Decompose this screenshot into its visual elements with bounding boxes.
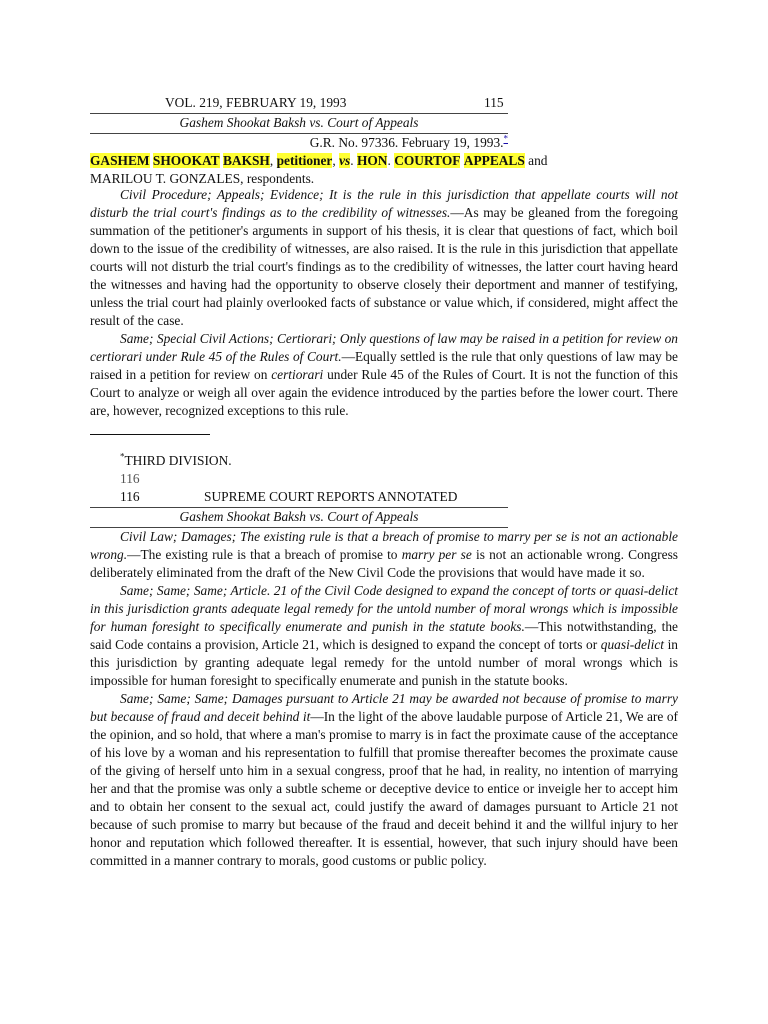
party-name: COURTOF — [394, 153, 461, 168]
punct: . — [350, 153, 354, 168]
syllabus-head: Same; Same; Same; Article. 21 of the Civil Code designed to expand the concept of torts or quasi-delict in this jurisdiction grants adequate legal remedy for the untold number of moral wrongs which is impossible for human foresight to specifically enumerate and punish in the statute books. — [90, 583, 678, 634]
footnote-text: THIRD DIVISION. — [124, 453, 232, 468]
footnote-mark: * — [120, 451, 125, 462]
syllabus-body-1 — [90, 186, 678, 420]
parties — [90, 152, 678, 188]
syllabus-body-2 — [90, 528, 678, 870]
syllabus-text-italic: marry per se — [401, 547, 472, 562]
running-header-title: SUPREME COURT REPORTS ANNOTATED — [204, 489, 458, 504]
case-title: Gashem Shookat Baksh vs. Court of Appeals — [179, 509, 419, 524]
page-number-116: 116 — [120, 471, 140, 486]
running-page-number: 116 — [120, 489, 140, 504]
gr-line — [90, 134, 508, 152]
syllabus-text: —This notwithstanding, the said Code contains a provision, Article 21, which is designed to expand the concept of torts or — [90, 619, 678, 652]
syllabus-paragraph — [90, 582, 678, 690]
party-name: GASHEM — [90, 153, 150, 168]
syllabus-text: —As may be gleaned from the foregoing summation of the petitioner's arguments in support of his thesis, it is clear that questions of fact, which boil down to the issue of the credibility of witnesses, are also raised. It is the rule in this jurisdiction that appellate courts will not disturb the trial court's findings as to the credibility of witnesses, the latter court having heard the witnesses and having had the opportunity to observe closely their deportment and manner of testifying, unless the trial court had plainly overlooked facts of substance or value which, if considered, might affect the result of the case. — [90, 205, 679, 328]
respondents: MARILOU T. GONZALES, respondents. — [90, 171, 315, 186]
syllabus-text-italic: quasi-delict — [600, 637, 664, 652]
syllabus-paragraph — [90, 186, 678, 330]
party-name: APPEALS — [463, 153, 525, 168]
punct: , — [269, 153, 274, 168]
conjunction: and — [528, 153, 548, 168]
syllabus-paragraph — [90, 528, 678, 582]
syllabus-text-italic: certiorari — [271, 367, 324, 382]
case-title: Gashem Shookat Baksh vs. Court of Appeals — [179, 115, 419, 130]
punct: . — [387, 153, 391, 168]
syllabus-head: Same; Same; Same; Damages pursuant to Article 21 may be awarded not because of promise to marry but because of fraud and deceit behind it — [90, 691, 678, 724]
syllabus-head: Same; Special Civil Actions; Certiorari; Only questions of law may be raised in a petition for review on certiorari under Rule 45 of the Rules of Court. — [90, 331, 678, 364]
footnote-link[interactable]: * — [503, 133, 508, 144]
party-name: HON — [356, 153, 388, 168]
syllabus-paragraph — [90, 690, 678, 870]
syllabus-text: —The existing rule is that a breach of promise to — [127, 547, 402, 562]
syllabus-text: is not an actionable wrong. Congress deliberately eliminated from the draft of the New Civil Code the provisions that would have made it so. — [90, 547, 678, 580]
footnote-rule — [90, 434, 210, 435]
syllabus-text: under Rule 45 of the Rules of Court. It is not the function of this Court to analyze or weigh all over again the evidence introduced by the parties before the lower court. There are, however, recognized exceptions to this rule. — [90, 367, 678, 418]
punct: , — [332, 153, 336, 168]
syllabus-text: —Equally settled is the rule that only questions of law may be raised in a petition for review on — [90, 349, 678, 382]
party-name: SHOOKAT — [152, 153, 220, 168]
footnote — [120, 452, 708, 470]
syllabus-head: Civil Law; Damages; The existing rule is that a breach of promise to marry per se is not an actionable wrong. — [90, 529, 678, 562]
syllabus-text: —In the light of the above laudable purpose of Article 21, We are of the opinion, and so hold, that where a man's promise to marry is in fact the proximate cause of the acceptance of his love by a woman and his representation to fulfill that promise thereafter becomes the proximate cause of the giving of herself unto him in a sexual congress, proof that he had, in reality, no intention of marrying her and that the promise was only a subtle scheme or deceptive device to entice or inveigle her to accept him and to obtain her consent to the sexual act, could justify the award of damages pursuant to Article 21 not because of such promise to marry but because of the fraud and deceit behind it and the willful injury to her honor and reputation which followed thereafter. It is essential, however, that such injury should have been committed in a manner contrary to morals, good customs or public policy. — [90, 709, 679, 868]
running-header-left: VOL. 219, FEBRUARY 19, 1993 — [165, 95, 347, 110]
running-page-number: 115 — [484, 95, 504, 110]
versus: vs — [339, 153, 351, 168]
syllabus-head: Civil Procedure; Appeals; Evidence; It is the rule in this jurisdiction that appellate courts will not disturb the trial court's findings as to the credibility of witnesses. — [90, 187, 678, 220]
syllabus-text: in this jurisdiction by granting adequate legal remedy for the untold number of moral wrongs which is impossible for human foresight to specifically enumerate and punish in the statute books. — [90, 637, 678, 688]
party-role: petitioner — [276, 153, 333, 168]
syllabus-paragraph — [90, 330, 678, 420]
party-name: BAKSH — [222, 153, 270, 168]
gr-number: G.R. No. 97336. February 19, 1993. — [309, 135, 504, 150]
